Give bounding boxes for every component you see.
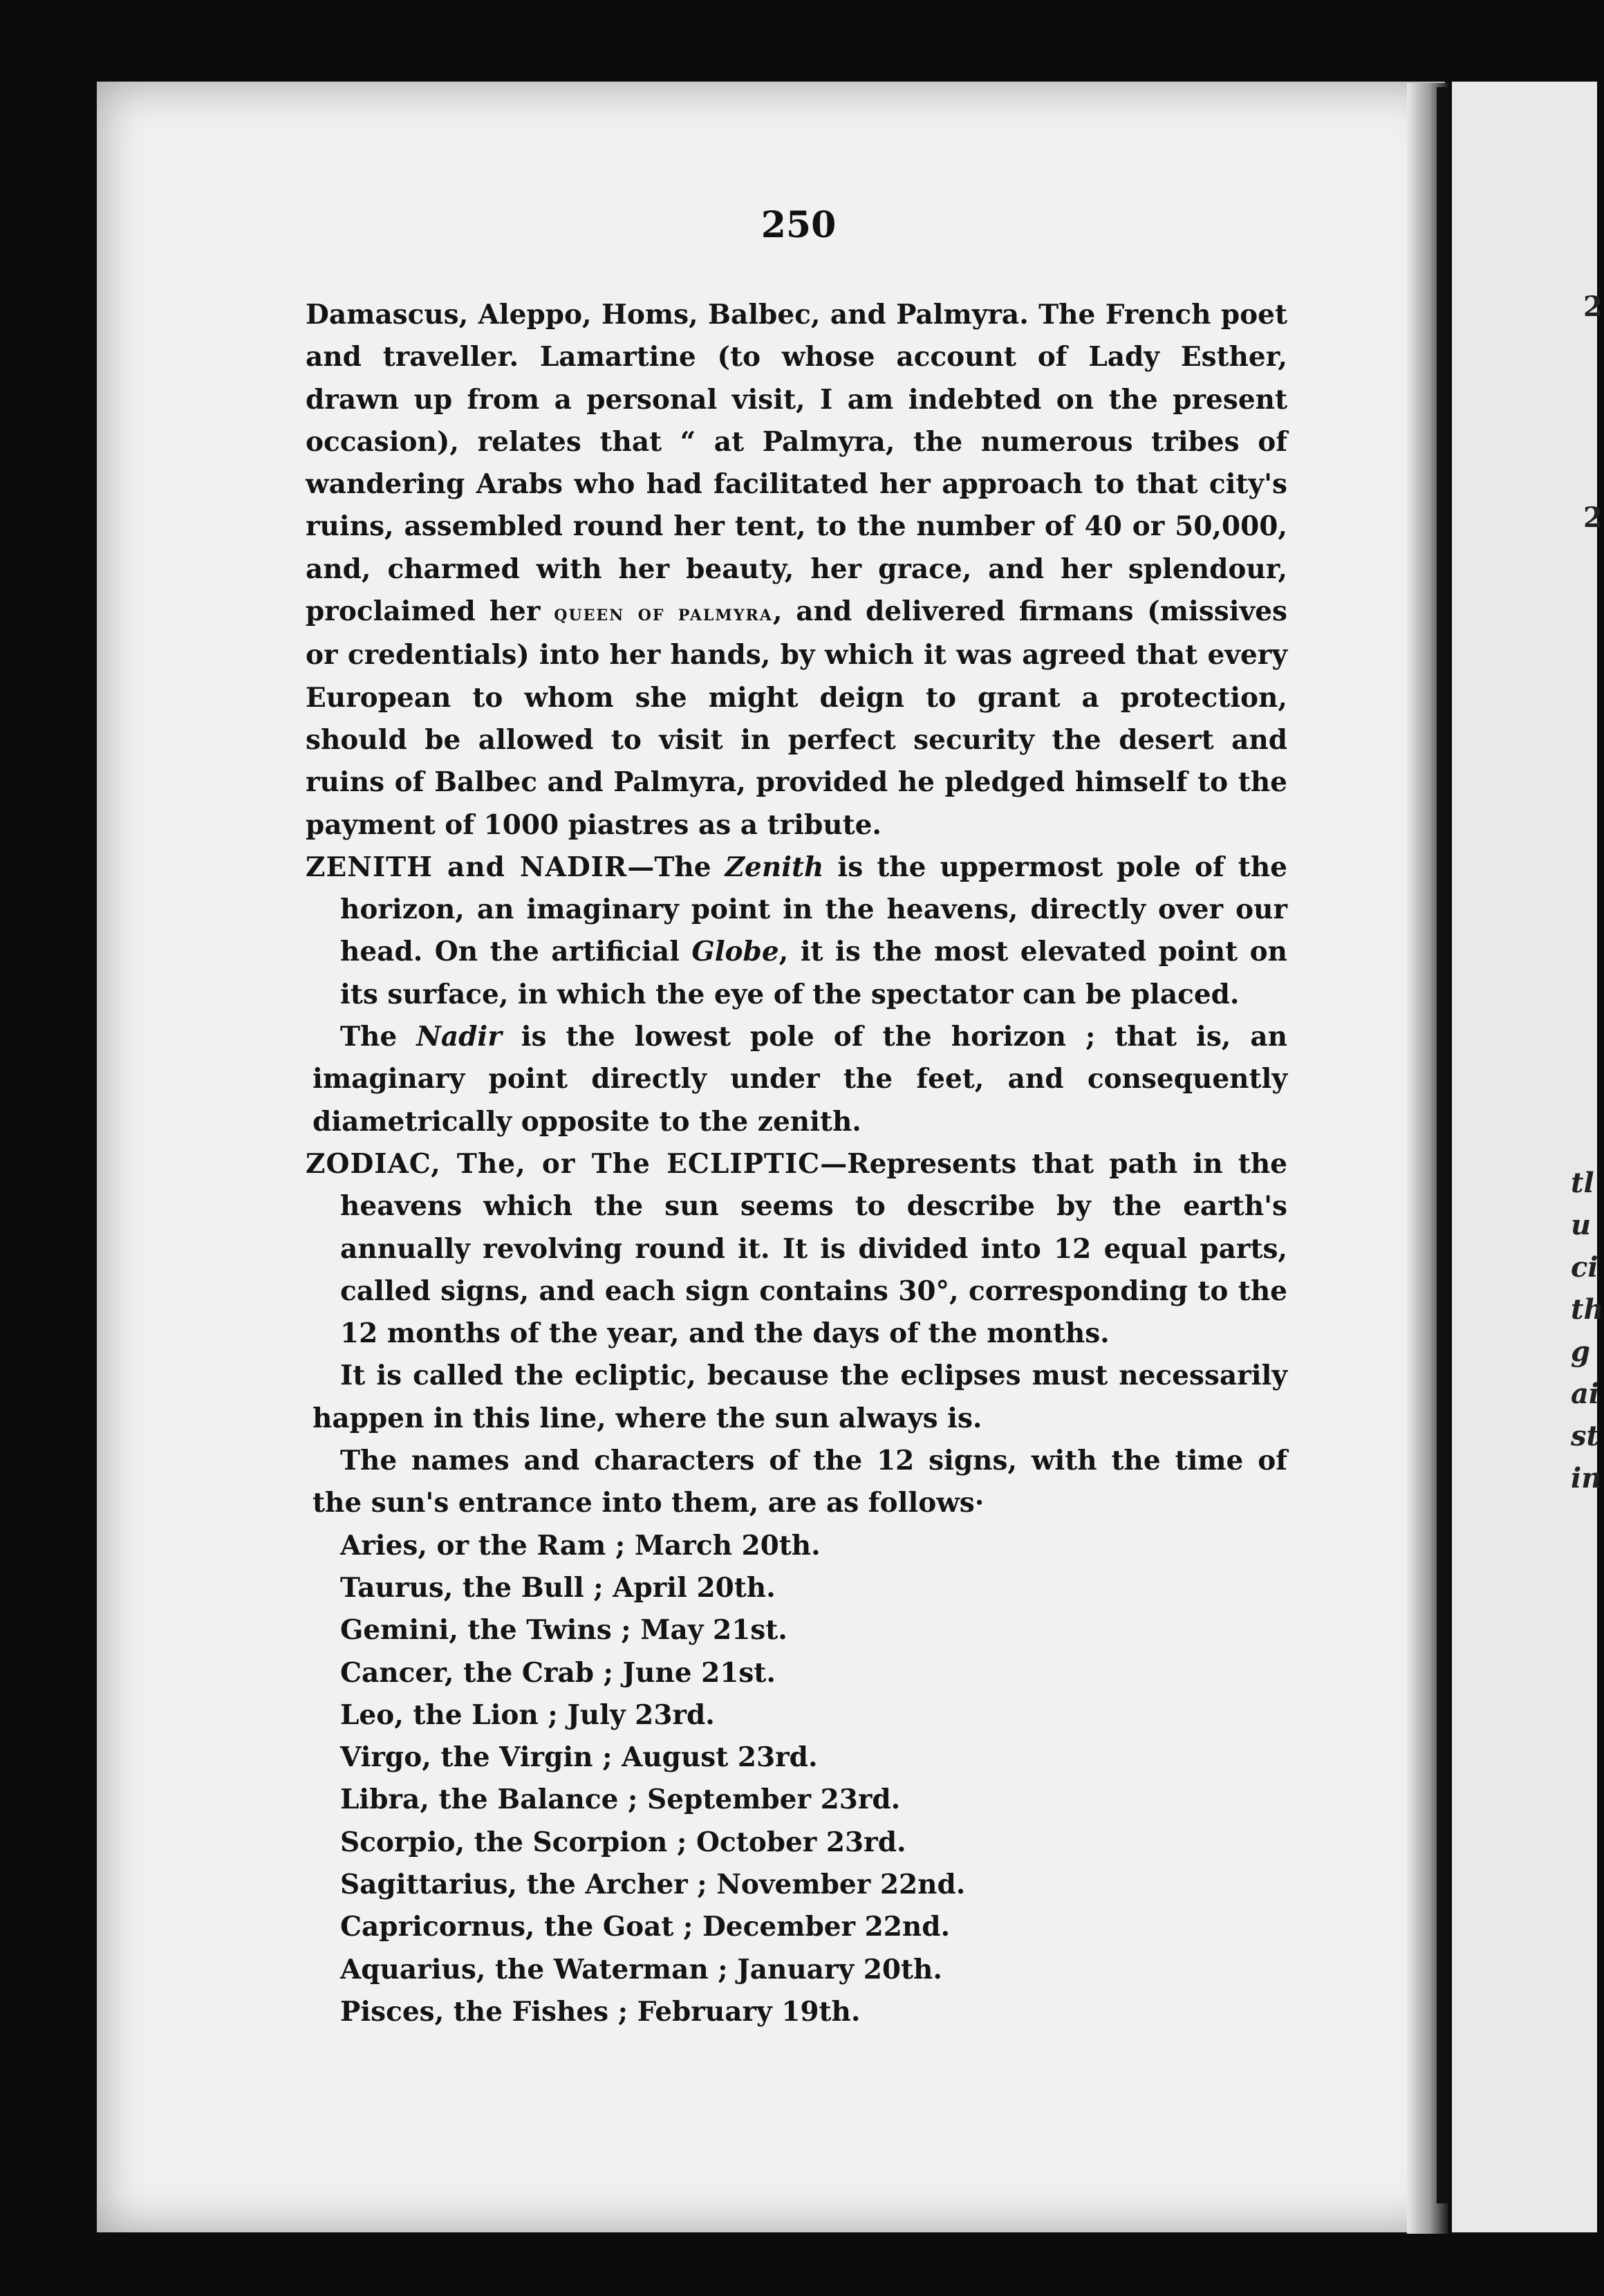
zenith-heading: ZENITH and NADIR: [306, 851, 628, 883]
sign-item: Aries, or the Ram ; March 20th.: [340, 1529, 821, 1562]
queen-of-palmyra-small-caps: queen of palmyra: [554, 600, 773, 627]
book-binding: [1437, 87, 1449, 2203]
ecliptic-paragraph: It is called the ecliptic, because the eclipses must necessarily happen in this line, where the sun always is.: [313, 1360, 1287, 1434]
page-number: 250: [761, 204, 837, 246]
nadir-term: Nadir: [416, 1021, 502, 1053]
opening-paragraph: Damascus, Aleppo, Homs, Balbec, and Palmyra. The French poet and traveller. Lamartine (to whose account of Lady Esther, drawn up from a personal visit, I am indebted on the present occasion), relates that “ at Palmyra, the numerous tribes of wandering Arabs who had facilitated her approach to that city's ruins, assembled round her tent, to the number of 40 or 50,000, and, charmed with her beauty, her grace, and her splendour, proclaimed her queen of palmyra, and delivered firmans (missives or credentials) into her hands, by which it was agreed that every European to whom she might deign to grant a protection, should be allowed to visit in perfect security the desert and ruins of Balbec and Palmyra, provided he pledged himself to the payment of 1000 piastres as a tribute.: [306, 299, 1288, 841]
sign-item: Gemini, the Twins ; May 21st.: [340, 1614, 787, 1647]
zodiac-sign-list: [306, 1525, 1287, 2034]
sign-item: Taurus, the Bull ; April 20th.: [340, 1571, 776, 1604]
sign-item: Aquarius, the Waterman ; January 20th.: [340, 1953, 942, 1985]
facing-page-glyph-second: 2: [1583, 501, 1603, 534]
sign-item: Capricornus, the Goat ; December 22nd.: [340, 1911, 951, 1943]
sign-item: Cancer, the Crab ; June 21st.: [340, 1656, 776, 1689]
sign-item: Sagittarius, the Archer ; November 22nd.: [340, 1868, 966, 1900]
facing-page-margin-text: tl u ci th g ai st in: [1571, 1167, 1604, 1494]
zenith-entry: ZENITH and NADIR—The Zenith is the uppermost pole of the horizon, an imaginary point in the heavens, directly over our head. On the artificial Globe, it is the most elevated point on its surface, in which the eye of the spectator can be placed.: [306, 851, 1287, 1010]
sign-item: Libra, the Balance ; September 23rd.: [340, 1784, 901, 1816]
sign-item: Pisces, the Fishes ; February 19th.: [340, 1995, 861, 2028]
facing-page-glyph-top: 2: [1583, 290, 1603, 323]
globe-term: Globe: [691, 936, 779, 968]
sign-item: Virgo, the Virgin ; August 23rd.: [340, 1741, 818, 1774]
nadir-paragraph: The Nadir is the lowest pole of the horizon ; that is, an imaginary point directly under the feet, and consequently diametrically opposite to the zenith.: [313, 1021, 1287, 1138]
sign-item: Scorpio, the Scorpion ; October 23rd.: [340, 1826, 906, 1858]
zenith-term: Zenith: [725, 851, 824, 883]
zodiac-heading: ZODIAC, The, or The ECLIPTIC: [306, 1147, 821, 1180]
page-body: [306, 294, 1287, 2033]
sign-item: Leo, the Lion ; July 23rd.: [340, 1698, 715, 1731]
facing-page: [1452, 82, 1597, 2232]
signs-intro: The names and characters of the 12 signs, with the time of the sun's entrance into them, are as follows·: [313, 1445, 1287, 1519]
zodiac-entry: ZODIAC, The, or The ECLIPTIC—Represents that path in the heavens which the sun seems to describe by the earth's annually revolving round it. It is divided into 12 equal parts, called signs, and each sign contains 30°, corresponding to the 12 months of the year, and the days of the months.: [306, 1147, 1287, 1350]
